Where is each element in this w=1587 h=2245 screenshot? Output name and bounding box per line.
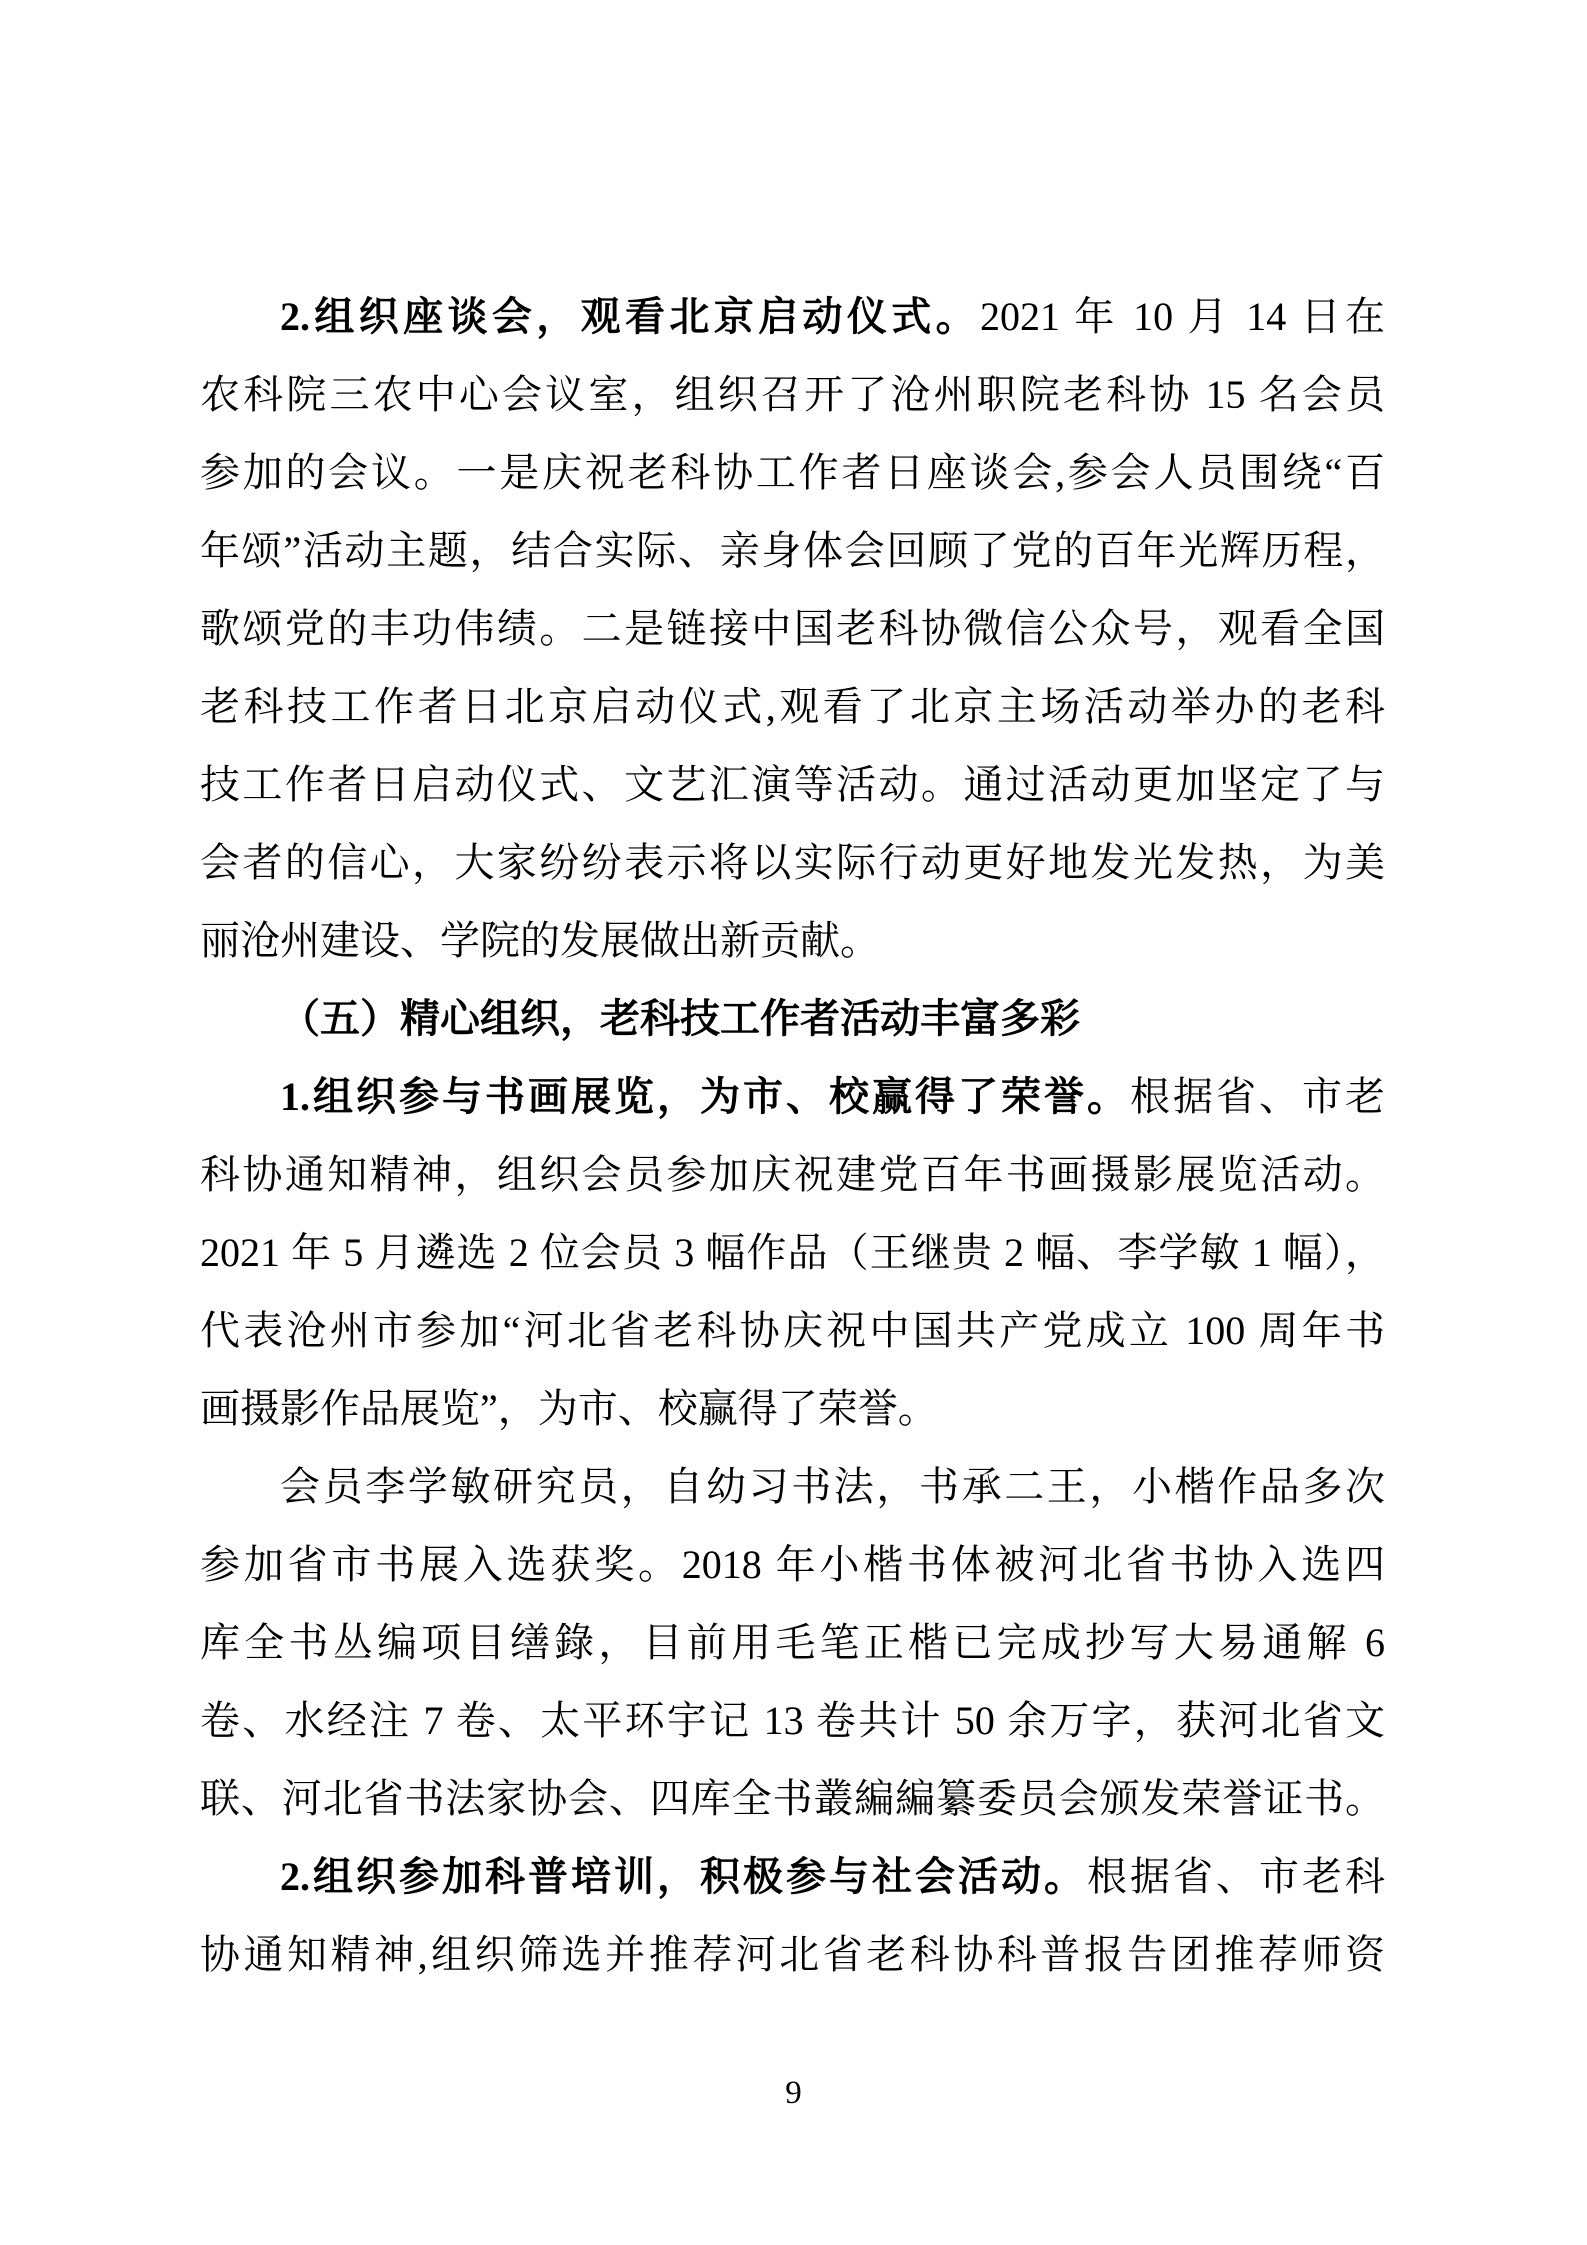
bold-run: 1.组织参与书画展览，为市、校赢得了荣誉。 [280,1074,1130,1119]
text-run: 科协通知精神，组织会员参加庆祝建党百年书画摄影展览活动。 [200,1152,1385,1197]
bold-run: 2.组织座谈会，观看北京启动仪式。 [280,294,980,339]
text-line [200,590,1385,668]
text-run: 歌颂党的丰功伟绩。二是链接中国老科协微信公众号，观看全国 [200,606,1385,651]
text-line [200,1448,1385,1526]
text-run: 库全书丛编项目缮錄，目前用毛笔正楷已完成抄写大易通解 6 [200,1620,1385,1665]
text-line [200,1370,1385,1448]
text-line [200,278,1385,356]
text-run: 协通知精神,组织筛选并推荐河北省老科协科普报告团推荐师资 [200,1932,1385,1977]
text-run: 会者的信心，大家纷纷表示将以实际行动更好地发光发热，为美 [200,840,1385,885]
page-number: 9 [785,2075,802,2111]
text-run: 参加的会议。一是庆祝老科协工作者日座谈会,参会人员围绕“百 [200,450,1385,495]
text-run: 老科技工作者日北京启动仪式,观看了北京主场活动举办的老科 [200,684,1385,729]
text-line [200,1058,1385,1136]
text-run: 参加省市书展入选获奖。2018 年小楷书体被河北省书协入选四 [200,1542,1385,1587]
section-heading [200,980,1385,1058]
text-line [200,746,1385,824]
text-line [200,1838,1385,1916]
text-line [200,902,1385,980]
text-run: 2021 年 5 月遴选 2 位会员 3 幅作品（王继贵 2 幅、李学敏 1 幅）， [200,1230,1385,1275]
text-line [200,356,1385,434]
text-run: 画摄影作品展览”，为市、校赢得了荣誉。 [200,1386,938,1431]
text-line [200,1760,1385,1838]
text-run: 联、河北省书法家协会、四库全书叢編編纂委员会颁发荣誉证书。 [200,1776,1385,1821]
text-line [200,1292,1385,1370]
text-line [200,824,1385,902]
text-run: 根据省、市老科 [1087,1854,1385,1899]
text-run: 年颂”活动主题，结合实际、亲身体会回顾了党的百年光辉历程， [200,528,1385,573]
text-run: 卷、水经注 7 卷、太平环宇记 13 卷共计 50 余万字，获河北省文 [200,1698,1385,1743]
text-line [200,668,1385,746]
bold-run: 2.组织参加科普培训，积极参与社会活动。 [280,1854,1087,1899]
text-line [200,1526,1385,1604]
text-line [200,512,1385,590]
text-line [200,1604,1385,1682]
text-run: 2021 年 10 月 14 日在 [980,294,1385,339]
text-run: 农科院三农中心会议室，组织召开了沧州职院老科协 15 名会员 [200,372,1385,417]
text-line [200,1916,1385,1994]
text-line [200,434,1385,512]
text-line [200,1136,1385,1214]
bold-run: （五）精心组织，老科技工作者活动丰富多彩 [280,996,1080,1041]
text-run: 根据省、市老 [1130,1074,1385,1119]
text-line [200,1682,1385,1760]
text-run: 技工作者日启动仪式、文艺汇演等活动。通过活动更加坚定了与 [200,762,1385,807]
text-run: 会员李学敏研究员，自幼习书法，书承二王，小楷作品多次 [280,1464,1385,1509]
text-run: 丽沧州建设、学院的发展做出新贡献。 [200,918,880,963]
text-block [200,278,1385,1994]
text-run: 代表沧州市参加“河北省老科协庆祝中国共产党成立 100 周年书 [200,1308,1385,1353]
text-line [200,1214,1385,1292]
